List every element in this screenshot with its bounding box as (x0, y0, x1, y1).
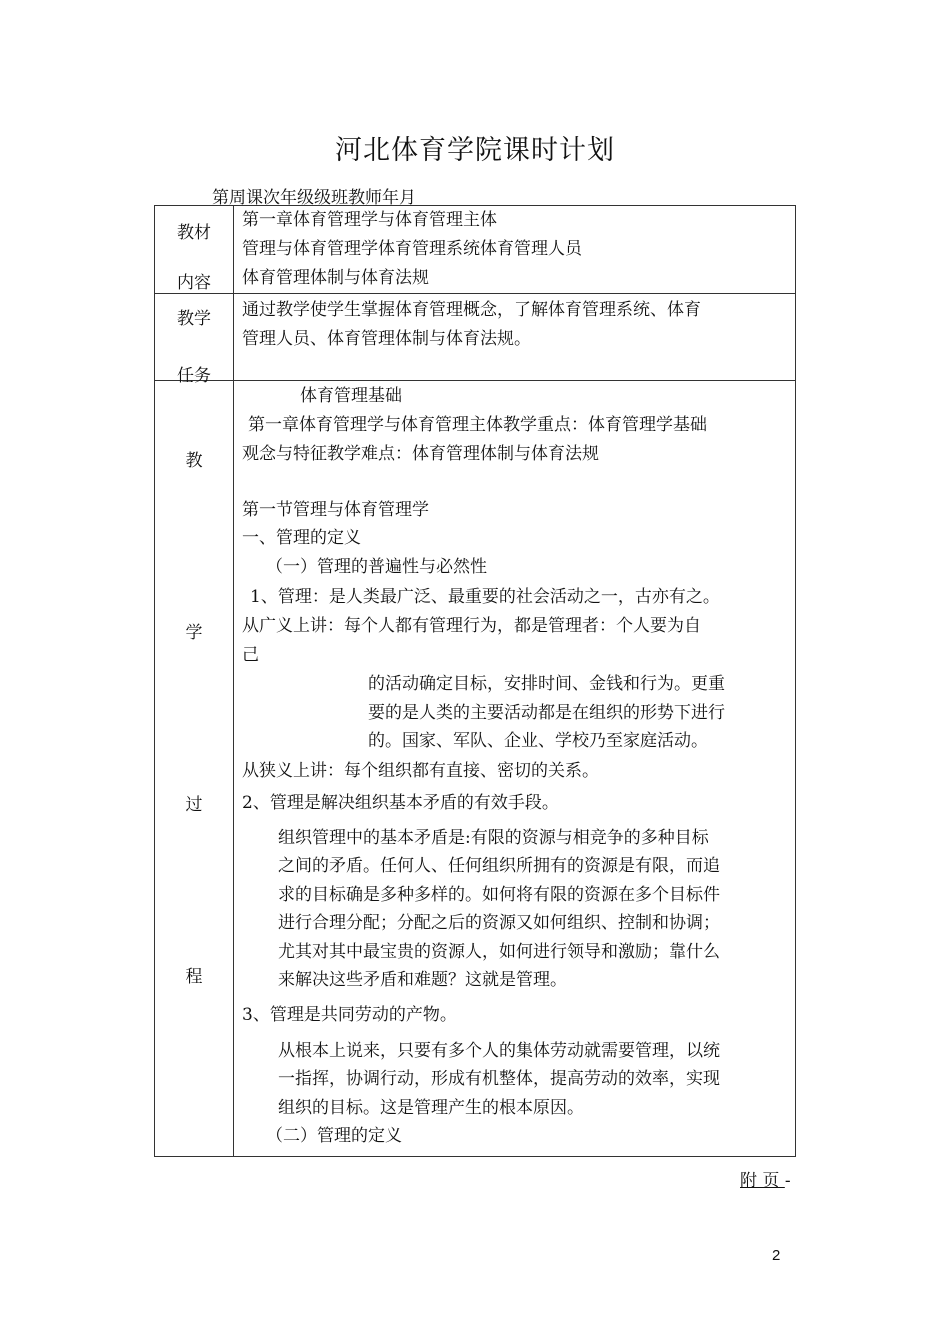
process-line: 要的是人类的主要活动都是在组织的形势下进行 (368, 703, 725, 723)
content-line: 体育管理体制与体育法规 (242, 268, 429, 288)
process-line: 己 (242, 645, 259, 665)
process-line: 的。国家、军队、企业、学校乃至家庭活动。 (368, 731, 708, 751)
label-jiaoxue: 教学 (177, 309, 211, 329)
document-title: 河北体育学院课时计划 (335, 135, 615, 166)
meta-line: 第周课次年级级班教师年月 (212, 188, 416, 208)
process-line: 来解决这些矛盾和难题？这就是管理。 (278, 970, 567, 990)
label-guo: 过 (185, 795, 203, 815)
process-line: 从狭义上讲：每个组织都有直接、密切的关系。 (242, 761, 599, 781)
process-line: 的活动确定目标，安排时间、金钱和行为。更重 (368, 674, 725, 694)
process-line: 观念与特征教学难点：体育管理体制与体育法规 (242, 444, 599, 464)
column-divider (233, 206, 234, 1156)
row-divider (155, 380, 795, 381)
page-number: 2 (772, 1247, 781, 1264)
process-line: 一指挥，协调行动，形成有机整体，提高劳动的效率，实现 (278, 1069, 720, 1089)
label-jiaocai: 教材 (177, 223, 211, 243)
process-line: 3、管理是共同劳动的产物。 (242, 1005, 457, 1025)
row-divider (155, 293, 795, 294)
label-neirong: 内容 (177, 273, 211, 293)
process-line: 求的目标确是多种多样的。如何将有限的资源在多个目标件 (278, 885, 720, 905)
content-line: 管理与体育管理学体育管理系统体育管理人员 (242, 239, 582, 259)
section-heading: 体育管理基础 (300, 386, 402, 406)
appendix-link[interactable] (740, 1166, 791, 1191)
appendix-dash: - (784, 1171, 791, 1191)
label-renwu: 任务 (177, 366, 211, 386)
content-line: 第一章体育管理学与体育管理主体 (242, 210, 497, 230)
section-heading: 第一节管理与体育管理学 (242, 500, 429, 520)
process-line: 组织的目标。这是管理产生的根本原因。 (278, 1098, 584, 1118)
process-line: 2、管理是解决组织基本矛盾的有效手段。 (242, 793, 559, 813)
process-line: （二）管理的定义 (266, 1126, 402, 1146)
process-line: 组织管理中的基本矛盾是:有限的资源与相竞争的多种目标 (278, 828, 709, 848)
lesson-plan-table (154, 205, 796, 1157)
process-line: 1、管理：是人类最广泛、最重要的社会活动之一，古亦有之。 (250, 587, 720, 607)
task-line: 管理人员、体育管理体制与体育法规。 (242, 329, 531, 349)
label-cheng: 程 (185, 967, 203, 987)
process-line: 一、管理的定义 (242, 528, 361, 548)
task-line: 通过教学使学生掌握体育管理概念，了解体育管理系统、体育 (242, 300, 701, 320)
process-line: 从根本上说来，只要有多个人的集体劳动就需要管理，以统 (278, 1041, 720, 1061)
process-line: 从广义上讲：每个人都有管理行为，都是管理者：个人要为自 (242, 616, 701, 636)
process-line: （一）管理的普遍性与必然性 (266, 557, 487, 577)
process-line: 尤其对其中最宝贵的资源人，如何进行领导和激励；靠什么 (278, 942, 720, 962)
process-line: 第一章体育管理学与体育管理主体教学重点：体育管理学基础 (248, 415, 707, 435)
process-line: 之间的矛盾。任何人、任何组织所拥有的资源是有限，而追 (278, 856, 720, 876)
process-line: 进行合理分配；分配之后的资源又如何组织、控制和协调； (278, 913, 720, 933)
label-xue: 学 (185, 623, 203, 643)
appendix-link-text[interactable]: 附 页 (740, 1171, 785, 1191)
label-jiao: 教 (185, 451, 203, 471)
